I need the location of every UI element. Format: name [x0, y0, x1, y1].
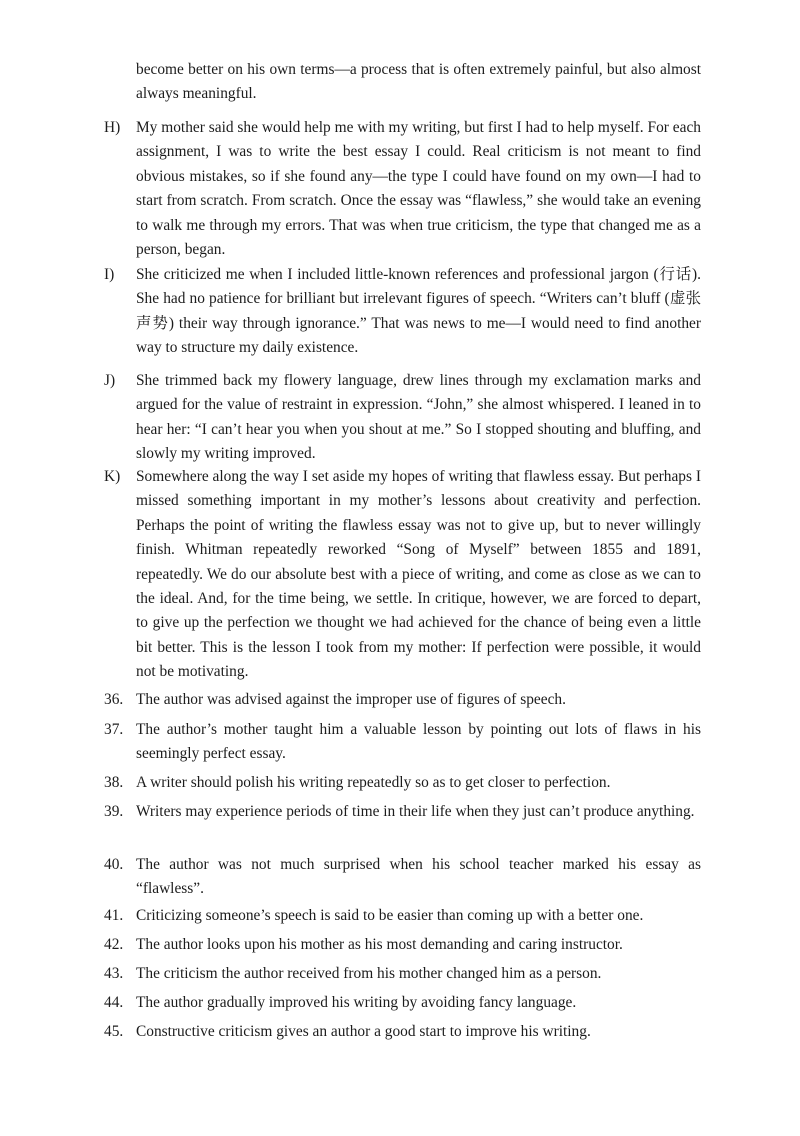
paragraph-i	[104, 263, 701, 361]
paragraph-text: She criticized me when I included little-known references and professional jargon (行话). She had no patience for brilliant but irrelevant figures of speech. “Writers can’t bluff (虚张声势) their way through ignorance.” That was news to me—I would need to find another way to structure my daily existence.	[136, 266, 701, 357]
statement-42	[104, 933, 701, 957]
statement-number: 36.	[104, 691, 124, 708]
paragraph-label: I)	[104, 266, 115, 283]
paragraph-text: My mother said she would help me with my writing, but first I had to help myself. For each assignment, I was to write the best essay I could. Real criticism is not meant to find obvious mistakes, so if she found any—the type I could have found on my own—I had to start from scratch. From scratch. Once the essay was “flawless,” she would take an evening to walk me through my errors. That was when true criticism, the type that changed me as a person, began.	[136, 119, 701, 259]
statement-44	[104, 991, 701, 1015]
paragraph-k	[104, 465, 701, 685]
statement-text: Writers may experience periods of time in their life when they just can’t produce anything.	[136, 803, 695, 820]
statement-text: The author looks upon his mother as his most demanding and caring instructor.	[136, 936, 623, 953]
statement-number: 42.	[104, 936, 124, 953]
statement-number: 38.	[104, 774, 124, 791]
statement-text: The author’s mother taught him a valuable lesson by pointing out lots of flaws in his seemingly perfect essay.	[136, 721, 701, 763]
statement-text: The author gradually improved his writing by avoiding fancy language.	[136, 994, 577, 1011]
paragraph-text: She trimmed back my flowery language, drew lines through my exclamation marks and argued for the value of restraint in expression. “John,” she almost whispered. I leaned in to hear her: “I can’t hear you when you shout at me.” So I stopped shouting and bluffing, and slowly my writing improved.	[136, 372, 701, 463]
statement-45	[104, 1020, 701, 1044]
statement-text: The author was not much surprised when his school teacher marked his essay as “flawless”.	[136, 856, 701, 898]
paragraph-label: K)	[104, 468, 121, 485]
statement-40	[104, 853, 701, 902]
paragraph-label: J)	[104, 372, 116, 389]
statement-number: 39.	[104, 803, 124, 820]
statement-41	[104, 904, 701, 928]
paragraph-j	[104, 369, 701, 467]
statement-36	[104, 688, 701, 712]
statement-number: 44.	[104, 994, 124, 1011]
statement-text: The criticism the author received from his mother changed him as a person.	[136, 965, 602, 982]
statement-text: Constructive criticism gives an author a good start to improve his writing.	[136, 1023, 591, 1040]
statement-text: Criticizing someone’s speech is said to be easier than coming up with a better one.	[136, 907, 644, 924]
statement-39	[104, 800, 701, 824]
statement-number: 40.	[104, 856, 124, 873]
statement-text: The author was advised against the improper use of figures of speech.	[136, 691, 566, 708]
paragraph-text: Somewhere along the way I set aside my hopes of writing that flawless essay. But perhaps I missed something important in my mother’s lessons about creativity and perfection. Perhaps the point of writing the flawless essay was not to give up, but to never willingly finish. Whitman repeatedly reworked “Song of Myself” between 1855 and 1891, repeatedly. We do our absolute best with a piece of writing, and come as close as we can to the ideal. And, for the time being, we settle. In critique, however, we are forced to depart, to give up the perfection we thought we had achieved for the chance of being even a little bit better. This is the lesson I took from my mother: If perfection were possible, it would not be motivating.	[136, 468, 701, 681]
statement-43	[104, 962, 701, 986]
statement-37	[104, 718, 701, 767]
continued-paragraph: become better on his own terms—a process that is often extremely painful, but also almost always meaningful.	[136, 61, 701, 103]
statement-number: 37.	[104, 721, 124, 738]
statement-38	[104, 771, 701, 795]
statement-number: 45.	[104, 1023, 124, 1040]
paragraph-label: H)	[104, 119, 121, 136]
statement-text: A writer should polish his writing repeatedly so as to get closer to perfection.	[136, 774, 611, 791]
statement-number: 41.	[104, 907, 124, 924]
statement-number: 43.	[104, 965, 124, 982]
paragraph-h	[104, 116, 701, 262]
